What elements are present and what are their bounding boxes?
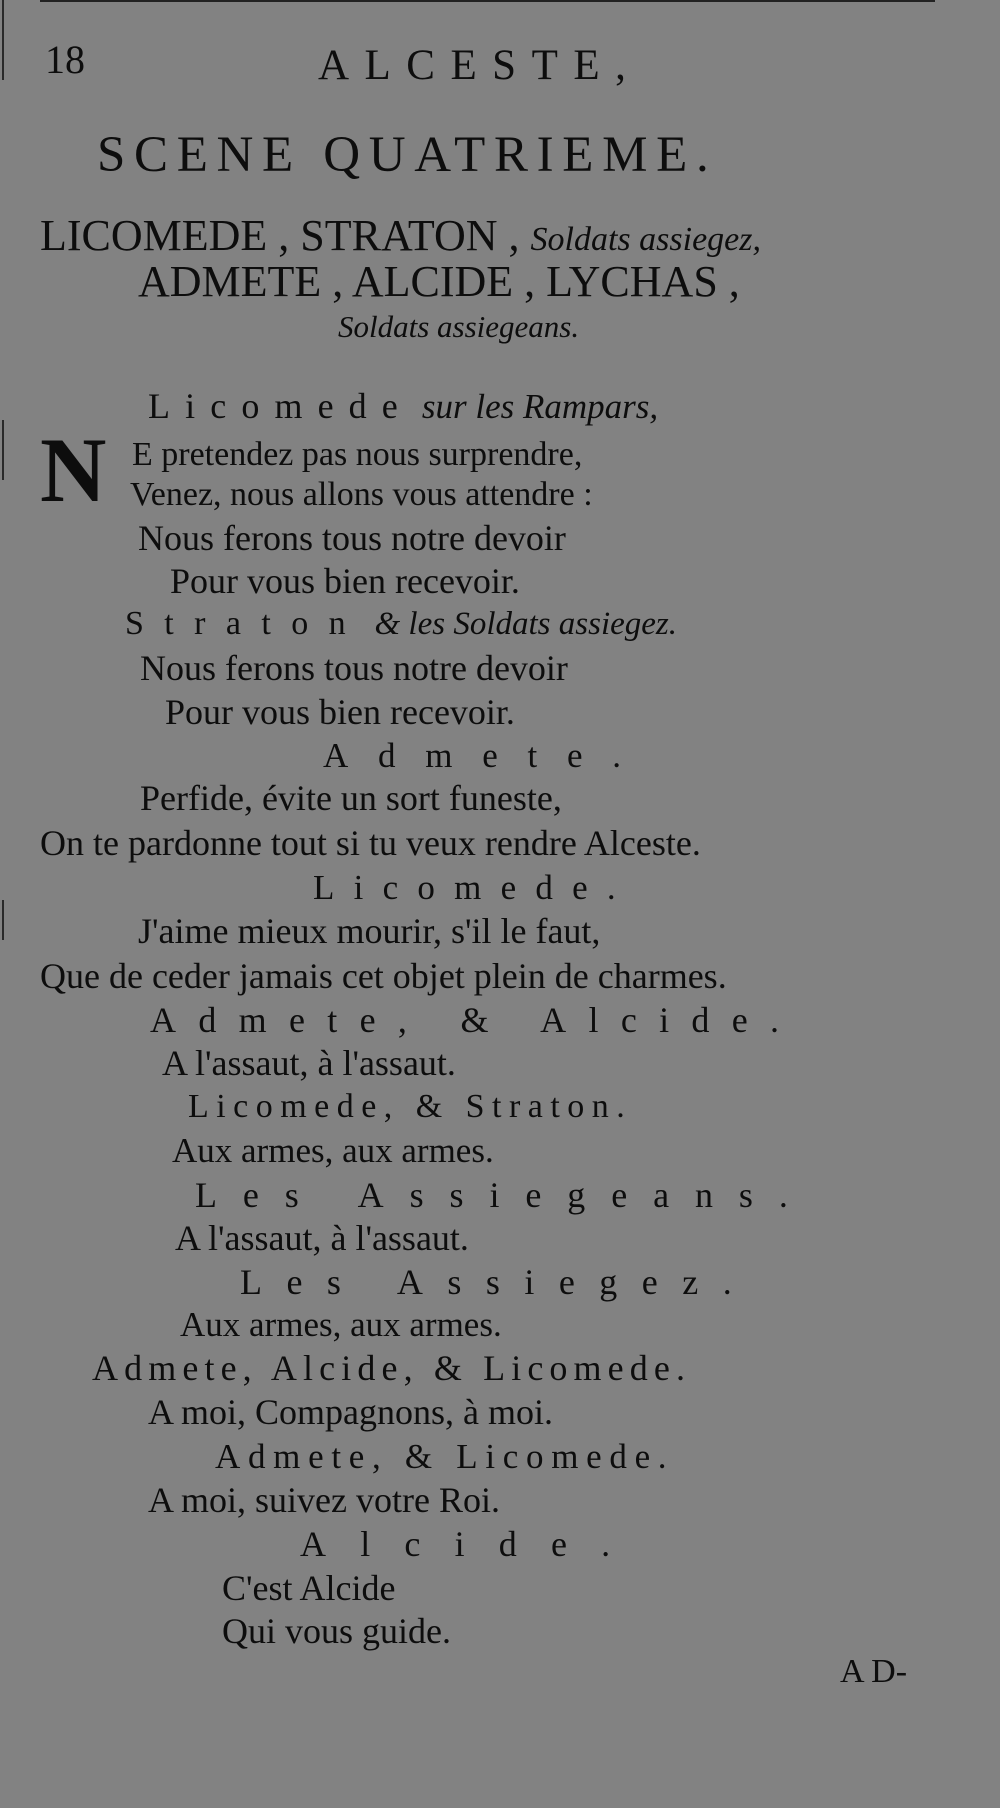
scene-title: SCENE QUATRIEME.	[97, 127, 718, 183]
speaker-label: Admete.	[323, 736, 651, 775]
speaker-name: Straton	[125, 605, 367, 642]
speaker-label: Les Assiegeans.	[195, 1175, 814, 1215]
cast-line-3: Soldats assiegeans.	[338, 309, 580, 344]
verse-line: Nous ferons tous notre devoir	[138, 518, 566, 558]
verse-line: Venez, nous allons vous attendre :	[130, 476, 593, 513]
verse-line: Nous ferons tous notre devoir	[140, 648, 568, 688]
verse-line: Qui vous guide.	[222, 1611, 451, 1651]
speaker-label: Admete, & Licomede.	[215, 1437, 675, 1476]
speaker-name: Licomede	[148, 386, 413, 426]
cast-note-1: Soldats assiegez,	[530, 221, 761, 258]
running-title: ALCESTE,	[318, 42, 642, 89]
verse-line: A l'assaut, à l'assaut.	[162, 1043, 456, 1083]
speaker-label: Licomede.	[313, 868, 635, 907]
speaker-label: Licomede, & Straton.	[188, 1088, 633, 1125]
page-number: 18	[45, 37, 85, 82]
page-edge-mark	[2, 0, 4, 80]
verse-line: Pour vous bien recevoir.	[165, 692, 515, 732]
verse-line: Perfide, évite un sort funeste,	[140, 778, 562, 818]
speaker-label: Alcide.	[300, 1524, 645, 1564]
verse-line: On te pardonne tout si tu veux rendre Alceste.	[40, 823, 701, 863]
verse-line: A moi, Compagnons, à moi.	[148, 1392, 553, 1432]
verse-line: Pour vous bien recevoir.	[170, 561, 520, 601]
page-edge-mark	[2, 900, 4, 940]
catchword: A D-	[840, 1653, 908, 1690]
verse-line: E pretendez pas nous surprendre,	[132, 436, 583, 473]
drop-cap: N	[40, 419, 107, 521]
page-top-rule	[40, 0, 935, 2]
stage-direction: sur les Rampars,	[421, 387, 659, 426]
speaker-label	[125, 607, 677, 641]
stage-direction: & les Soldats assiegez.	[374, 606, 678, 642]
speaker-label: Admete, & Alcide.	[150, 1000, 802, 1040]
cast-line-2: ADMETE , ALCIDE , LYCHAS ,	[138, 257, 740, 306]
speaker-label: Admete, Alcide, & Licomede.	[92, 1348, 692, 1388]
cast-names-1: LICOMEDE , STRATON ,	[40, 211, 520, 260]
verse-line: Aux armes, aux armes.	[172, 1131, 494, 1170]
speaker-label	[148, 388, 658, 424]
cast-line-1	[40, 211, 761, 260]
verse-line: Que de ceder jamais cet objet plein de charmes.	[40, 956, 727, 996]
verse-line: C'est Alcide	[222, 1568, 396, 1608]
verse-line: A l'assaut, à l'assaut.	[175, 1218, 469, 1258]
verse-line: Aux armes, aux armes.	[180, 1305, 502, 1344]
verse-line: J'aime mieux mourir, s'il le faut,	[138, 911, 601, 951]
speaker-label: Les Assiegez.	[240, 1262, 757, 1302]
page-edge-mark	[2, 420, 4, 480]
verse-line: A moi, suivez votre Roi.	[148, 1480, 500, 1520]
